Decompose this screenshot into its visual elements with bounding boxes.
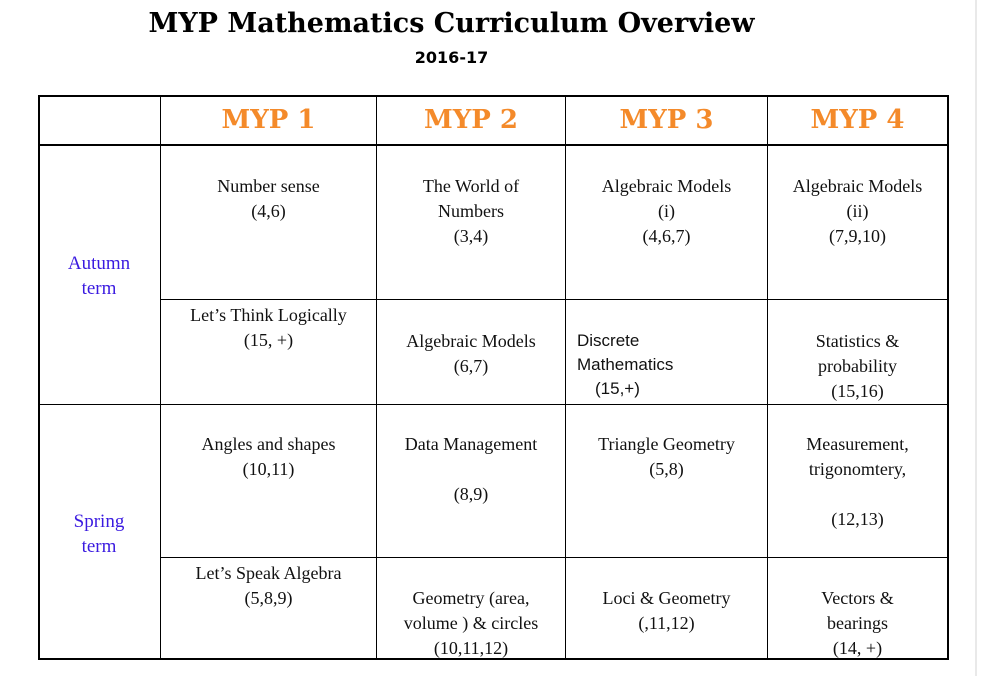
topic-cell: The World of Numbers (3,4) (422, 176, 520, 246)
page-title: MYP Mathematics Curriculum Overview (148, 8, 755, 39)
topic-cell: Triangle Geometry (5,8) (598, 434, 735, 479)
topic-cell: Geometry (area, volume ) & circles (10,11,12) (403, 588, 539, 658)
topic-cell: Angles and shapes (10,11) (201, 434, 336, 479)
topic-cell: Loci & Geometry (,11,12) (602, 588, 731, 633)
column-header-myp2: MYP 2 (423, 105, 519, 135)
column-header-myp4: MYP 4 (810, 105, 905, 135)
topic-cell: Algebraic Models (i) (4,6,7) (601, 176, 732, 246)
column-header-myp3: MYP 3 (619, 105, 714, 135)
topic-cell: Algebraic Models (6,7) (406, 331, 536, 376)
term-label-spring: Spring term (73, 511, 125, 557)
topic-cell: Statistics & probability (15,16) (815, 331, 900, 401)
topic-cell: Let’s Think Logically (15, +) (190, 305, 347, 350)
topic-cell: Data Management (8,9) (404, 434, 538, 504)
column-header-myp1: MYP 1 (221, 105, 316, 135)
topic-cell: Vectors & bearings (14, +) (821, 588, 894, 658)
school-year: 2016-17 (414, 48, 489, 67)
topic-cell: Measurement, trigonomtery, (12,13) (806, 434, 909, 529)
topic-cell: Discrete Mathematics (15,+) (577, 331, 674, 398)
topic-cell: Number sense (4,6) (217, 176, 320, 221)
topic-cell: Let’s Speak Algebra (5,8,9) (195, 563, 342, 608)
term-label-autumn: Autumn term (67, 253, 131, 299)
topic-cell: Algebraic Models (ii) (7,9,10) (792, 176, 923, 246)
